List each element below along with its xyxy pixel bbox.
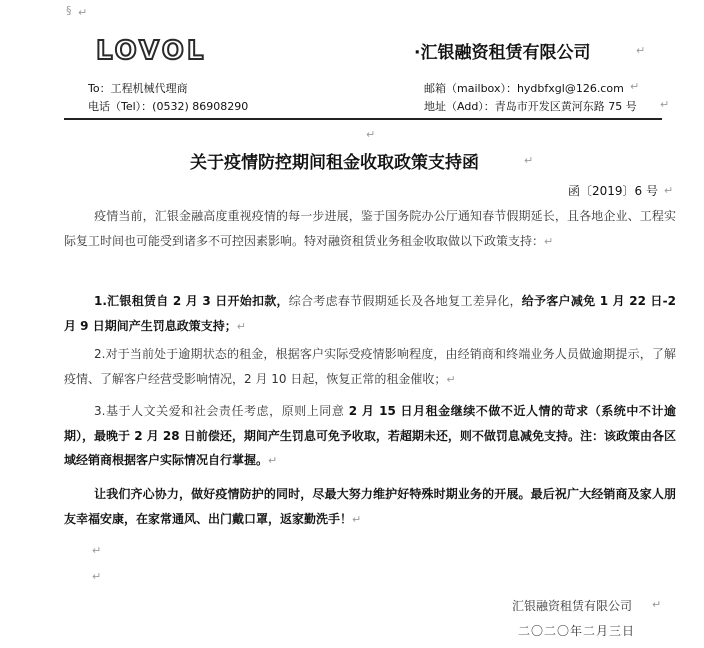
closing-text: 让我们齐心协力，做好疫情防护的同时，尽最大努力维护好特殊时期业务的开展。最后祝广大经销商及家人朋友幸福安康，在家常通风、出门戴口罩，返家勤洗手！ (64, 487, 676, 526)
closing-paragraph: 让我们齐心协力，做好疫情防护的同时，尽最大努力维护好特殊时期业务的开展。最后祝广大经销商及家人朋友幸福安康，在家常通风、出门戴口罩，返家勤洗手！↵ (64, 487, 676, 526)
mailbox-line: 邮箱（mailbox）：hydbfxgl@126.com (424, 82, 624, 95)
lovol-logo: LOVOL (96, 36, 207, 66)
item1-bold-end: 给予客户减免 1 月 22 日-2 月 9 日期间产生罚息政策支持； (64, 294, 676, 333)
item3-bold: 2 月 15 日月租金继续不做不近人情的苛求（系统中不计逾期），最晚于 2 月 28 日前偿还，期间产生罚息可免予收取，若超期未还，则不做罚息减免支持。注：该政策由各区域经销商根据客户实际情况自行掌握。 (64, 404, 676, 467)
item2-text: 2.对于当前处于逾期状态的租金，根据客户实际受疫情影响程度，由经销商和终端业务人员做逾期提示，了解疫情、了解客户经营受影响情况，2 月 10 日起，恢复正常的租金催收； (64, 347, 676, 386)
item1-bold-start: 1.汇银租赁自 2 月 3 日开始扣款， (94, 294, 289, 308)
signature-date: 二〇二〇年二月三日 (518, 624, 636, 638)
header-divider (64, 118, 662, 120)
paragraph-mark: ↵ (92, 544, 102, 557)
item3-normal: 3.基于人文关爱和社会责任考虑，原则上同意 (94, 404, 349, 418)
paragraph-mark: ↵ (524, 154, 534, 167)
signature-company: 汇银融资租赁有限公司 (512, 599, 633, 613)
paragraph-mark: ↵ (660, 98, 670, 111)
paragraph-mark: ↵ (630, 80, 640, 93)
company-name: ·汇银融资租赁有限公司 (414, 43, 591, 63)
policy-item-2: 2.对于当前处于逾期状态的租金，根据客户实际受疫情影响程度，由经销商和终端业务人员做逾期提示，了解疫情、了解客户经营受影响情况，2 月 10 日起，恢复正常的租金催收；↵ (64, 347, 676, 386)
paragraph-mark: ↵ (664, 184, 674, 197)
section-mark: § (66, 4, 72, 17)
item1-normal: 综合考虑春节假期延长及各地复工差异化， (288, 294, 522, 308)
intro-paragraph: 疫情当前，汇银金融高度重视疫情的每一步进展，鉴于国务院办公厅通知春节假期延长，且各地企业、工程实际复工时间也可能受到诸多不可控因素影响。特对融资租赁业务租金收取做以下政策支持：↵ (64, 209, 676, 248)
document-title: 关于疫情防控期间租金收取政策支持函 (190, 153, 479, 173)
paragraph-mark: ↵ (636, 44, 646, 57)
paragraph-mark: ↵ (92, 570, 102, 583)
paragraph-mark: ↵ (652, 598, 662, 611)
intro-text: 疫情当前，汇银金融高度重视疫情的每一步进展，鉴于国务院办公厅通知春节假期延长，且各地企业、工程实际复工时间也可能受到诸多不可控因素影响。特对融资租赁业务租金收取做以下政策支持： (64, 209, 676, 248)
paragraph-mark: ↵ (366, 128, 376, 141)
address-line: 地址（Add）：青岛市开发区黄河东路 75 号 (424, 100, 637, 113)
document-number: 函〔2019〕6 号 (568, 184, 658, 198)
policy-item-3: 3.基于人文关爱和社会责任考虑，原则上同意 2 月 15 日月租金继续不做不近人情的苛求（系统中不计逾期），最晚于 2 月 28 日前偿还，期间产生罚息可免予收取，若超期未还，则不做罚息减免支持。注：该政策由各区域经销商根据客户实际情况自行掌握。↵ (64, 404, 676, 467)
recipient-line: To：工程机械代理商 (88, 82, 188, 95)
policy-item-1: 1.汇银租赁自 2 月 3 日开始扣款，综合考虑春节假期延长及各地复工差异化，给予客户减免 1 月 22 日-2 月 9 日期间产生罚息政策支持；↵ (64, 294, 676, 333)
paragraph-mark: ↵ (78, 6, 88, 19)
telephone-line: 电话（Tel）：(0532) 86908290 (88, 100, 249, 113)
